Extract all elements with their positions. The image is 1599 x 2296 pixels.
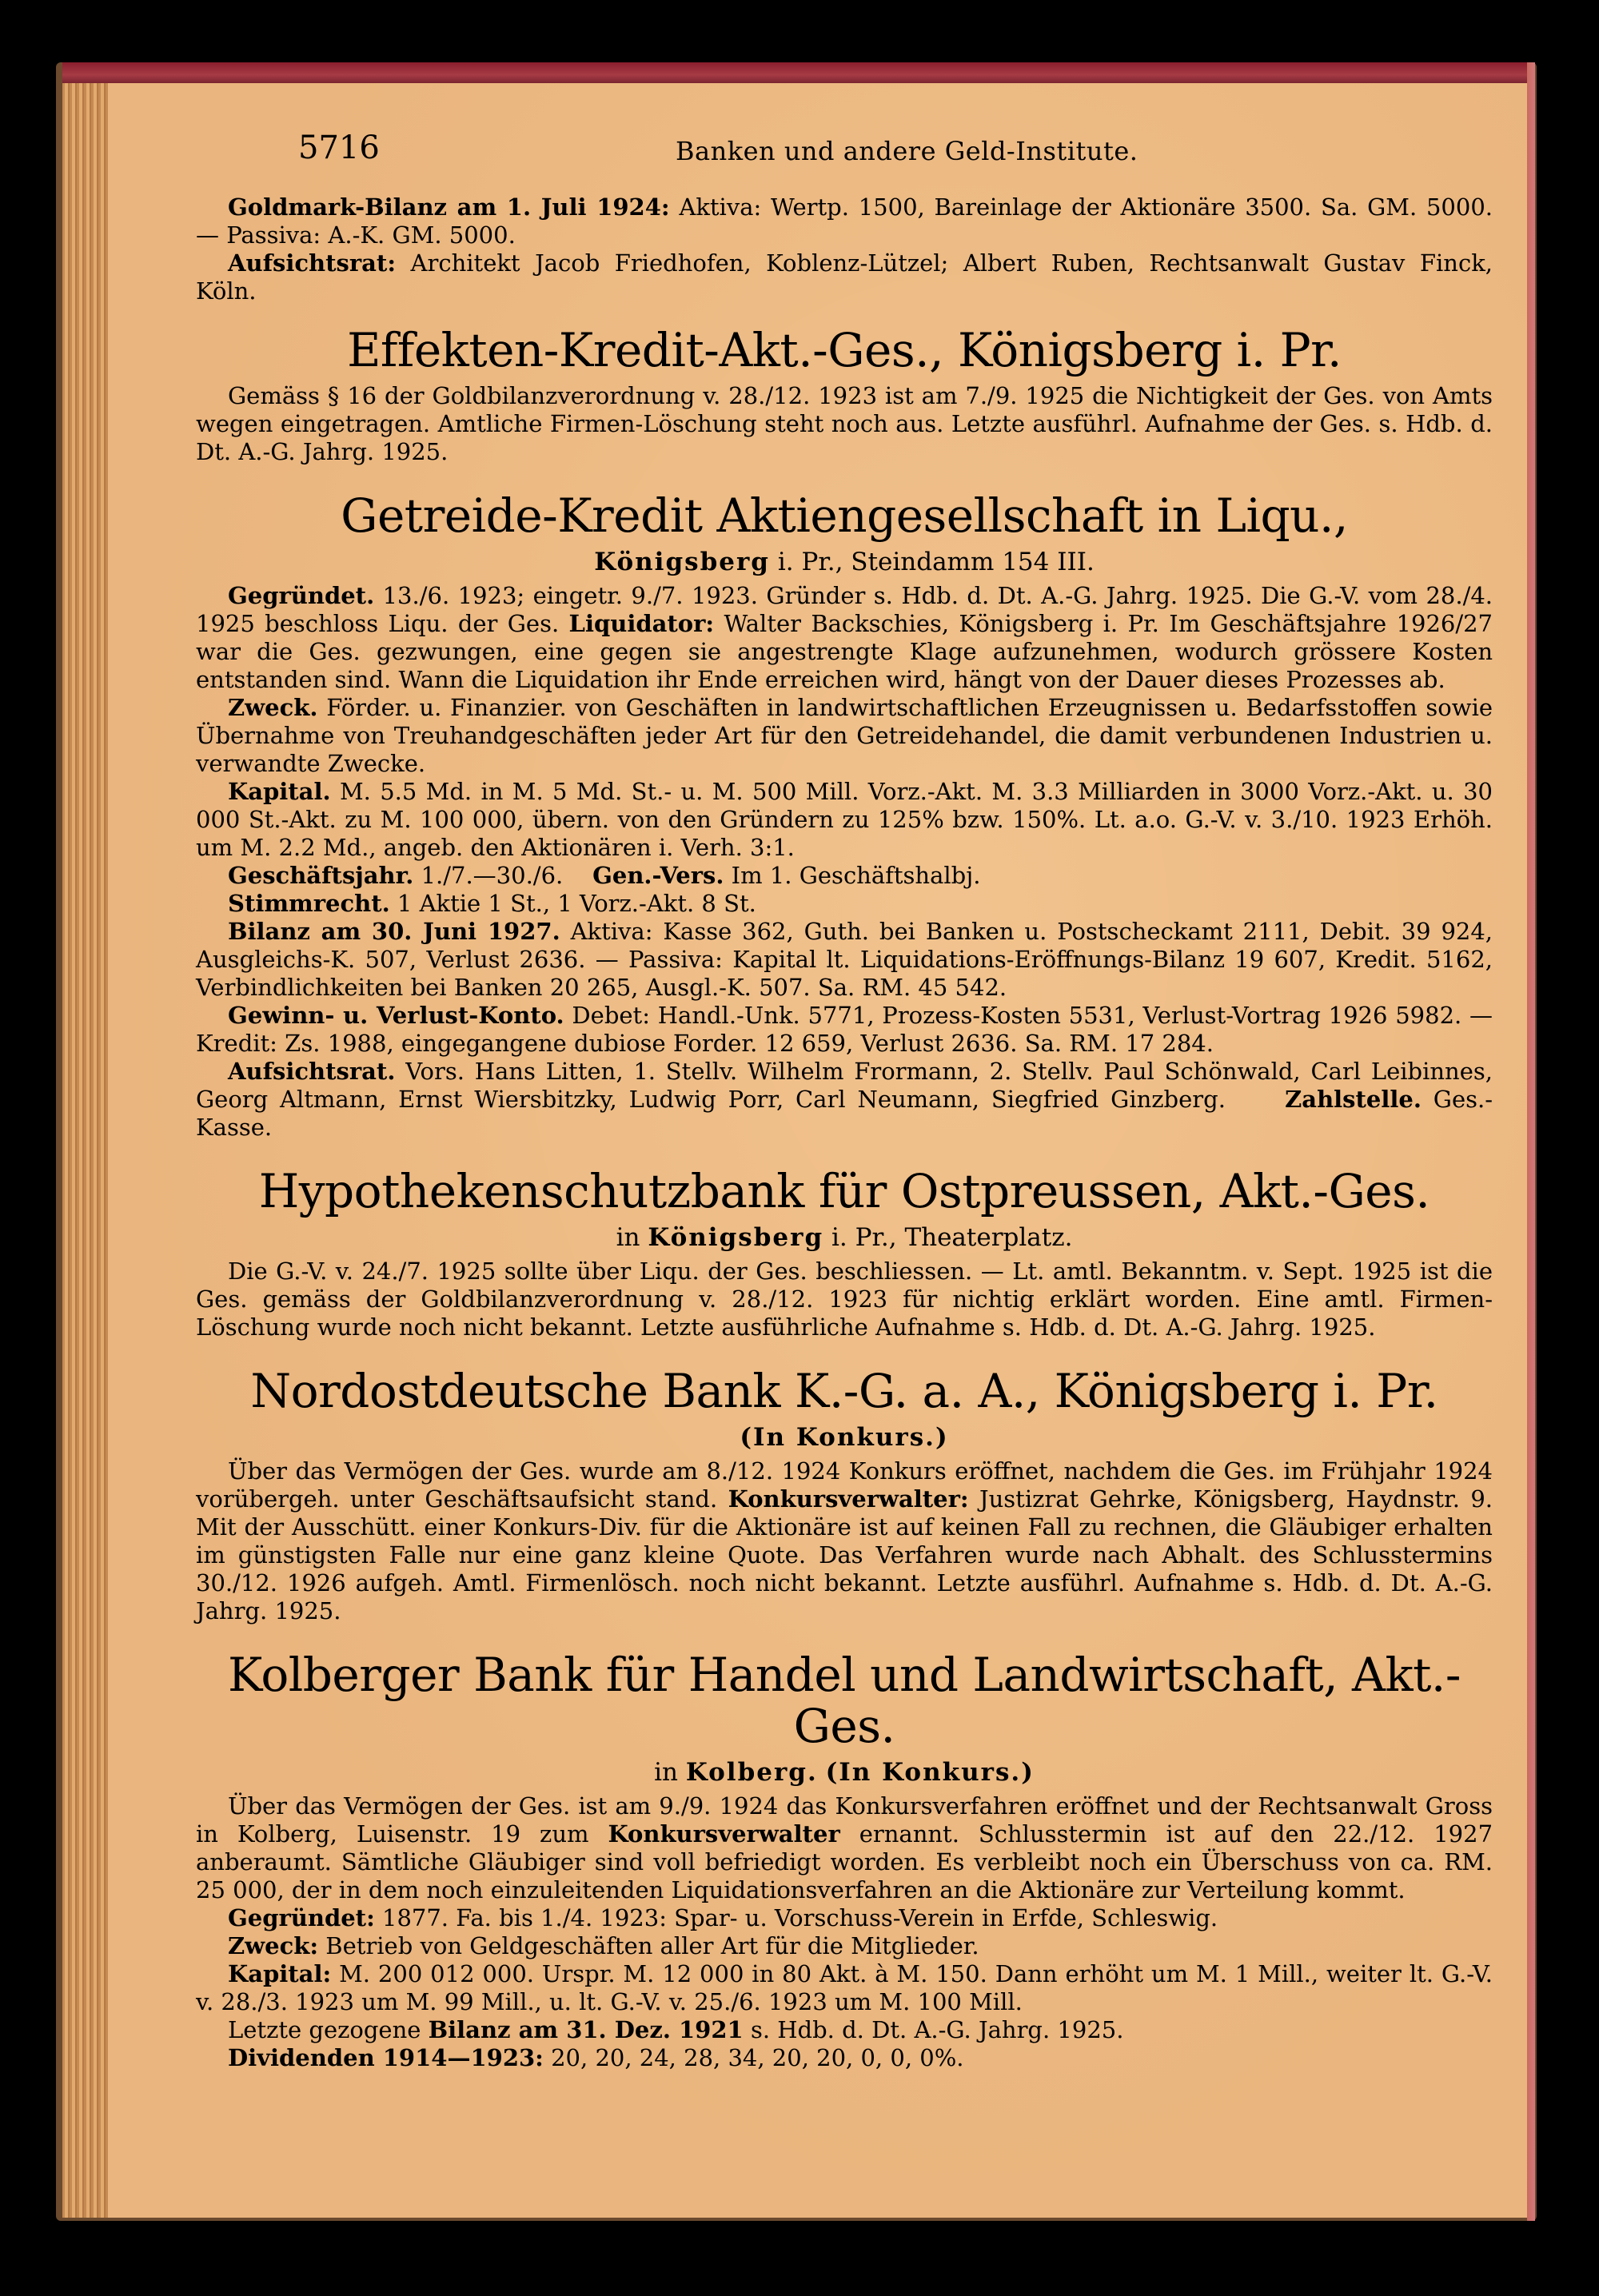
liquidator-label: Liquidator:	[568, 610, 715, 637]
getreide-stimmrecht	[196, 890, 1493, 918]
zahlstelle-label: Zahlstelle.	[1285, 1086, 1422, 1113]
kolberger-bilanz	[196, 2016, 1493, 2044]
kapital-text: M. 5.5 Md. in M. 5 Md. St.- u. M. 500 Mill. Vorz.-Akt. M. 3.3 Milliarden in 3000 Vorz.-Akt. u. 30 000 St.-Akt. zu M. 100 000, übern. von den Gründern zu 125% bzw. 150%. Lt. a.o. G.-V. v. 3./10. 1923 Erhöh. um M. 2.2 Md., angeb. den Aktionären i. Verh. 3:1.	[196, 778, 1493, 861]
dividenden-text: 20, 20, 24, 28, 34, 20, 20, 0, 0, 0%.	[551, 2044, 964, 2071]
kolberger-text-a: Über das Vermögen der Ges. ist am 9./9. 1924 das Konkursverfahren eröffnet und der Rechtsanwalt Gross in Kolberg, Luisenstr. 19 zum	[196, 1792, 1493, 1848]
kolberger-bilanz-text: s. Hdb. d. Dt. A.-G. Jahrg. 1925.	[750, 2016, 1124, 2043]
hypotheken-city: Königsberg	[648, 1223, 824, 1252]
gegruendet-text: 13./6. 1923; eingetr. 9./7. 1923. Gründer s. Hdb. d. Dt. A.-G. Jahrg. 1925. Die G.-V. vom 28./4. 1925 beschloss Liqu. der Ges.	[196, 582, 1493, 637]
kolberger-text	[196, 1792, 1493, 1904]
kolberger-kv-label: Konkursverwalter	[608, 1820, 840, 1848]
nordost-text	[196, 1457, 1493, 1625]
bilanz-1927-text: Aktiva: Kasse 362, Guth. bei Banken u. Postscheckamt 2111, Debit. 39 924, Ausgleichs-K. 507, Verlust 2636. — Passiva: Kapital lt. Liquidations-Eröffnungs-Bilanz 19 607, Kredit. 5162, Verbindlichkeiten bei Banken 20 265, Ausgl.-K. 507. Sa. RM. 45 542.	[196, 918, 1493, 1001]
guv-text: Debet: Handl.-Unk. 5771, Prozess-Kosten 5531, Verlust-Vortrag 1926 5982. — Kredit: Zs. 1988, eingegangene dubiose Forder. 12 659, Verlust 2636. Sa. RM. 17 284.	[196, 1002, 1493, 1057]
kolberger-zweck	[196, 1932, 1493, 1960]
guv-label: Gewinn- u. Verlust-Konto.	[228, 1002, 564, 1029]
bilanz-label: Goldmark-Bilanz am 1. Juli 1924:	[228, 193, 670, 221]
kolberger-text-b: ernannt. Schlusstermin ist auf den 22./12. 1927 anberaumt. Sämtliche Gläubiger sind voll befriedigt worden. Es verbleibt noch ein Überschuss von ca. RM. 25 000, der in dem noch einzuleitenden Liquidationsverfahren an die Aktionäre zur Verteilung kommt.	[196, 1820, 1493, 1903]
bilanz-text: Aktiva: Wertp. 1500, Bareinlage der Aktionäre 3500. Sa. GM. 5000. — Passiva: A.-K. GM. 5000.	[196, 193, 1493, 249]
gegruendet-label: Gegründet.	[228, 582, 375, 609]
kolberger-zweck-text: Betrieb von Geldgeschäften aller Art für die Mitglieder.	[325, 1932, 979, 1959]
getreide-geschaeftsjahr	[196, 862, 1493, 890]
geschaeftsjahr-label: Geschäftsjahr.	[228, 862, 414, 889]
nordost-subtitle	[196, 1423, 1493, 1453]
nordost-title: Nordostdeutsche Bank K.-G. a. A., Königsberg i. Pr.	[250, 1364, 1438, 1418]
hypotheken-text: Die G.-V. v. 24./7. 1925 sollte über Liqu. der Ges. beschliessen. — Lt. amtl. Bekanntm. v. Sept. 1925 ist die Ges. gemäss der Goldbilanzverordnung v. 28./12. 1923 für nichtig erklärt worden. Eine amtl. Firmen-Löschung wurde noch nicht bekannt. Letzte ausführliche Aufnahme s. Hdb. d. Dt. A.-G. Jahrg. 1925.	[196, 1258, 1493, 1341]
genvers-text: Im 1. Geschäftshalbj.	[731, 862, 981, 889]
genvers-label: Gen.-Vers.	[592, 862, 724, 889]
geschaeftsjahr-text: 1./7.—30./6.	[421, 862, 564, 889]
dividenden-label: Dividenden 1914—1923:	[228, 2044, 544, 2071]
kolberger-kapital-label: Kapital:	[228, 1960, 332, 1987]
effekten-text: Gemäss § 16 der Goldbilanzverordnung v. 28./12. 1923 ist am 7./9. 1925 die Nichtigkeit der Ges. von Amts wegen eingetragen. Amtliche Firmen-Löschung steht noch aus. Letzte ausführl. Aufnahme der Ges. s. Hdb. d. Dt. A.-G. Jahrg. 1925.	[196, 382, 1493, 465]
getreide-bilanz	[196, 918, 1493, 1002]
liquidator-text: Walter Backschies, Königsberg i. Pr. Im Geschäftsjahre 1926/27 war die Ges. gezwungen, eine gegen sie angestrengte Klage aufzunehmen, wodurch grössere Kosten entstanden sind. Wann die Liquidation ihr Ende erreichen wird, hängt von der Dauer dieses Prozesses ab.	[196, 610, 1493, 693]
getreide-ar-label: Aufsichtsrat.	[228, 1058, 396, 1085]
running-title: Banken und andere Geld-Institute.	[676, 136, 1138, 166]
kolberger-title: Kolberger Bank für Handel und Landwirtschaft, Akt.-Ges.	[228, 1648, 1461, 1753]
hypotheken-location	[196, 1223, 1493, 1253]
kolberger-gegruendet	[196, 1904, 1493, 1932]
getreide-kapital	[196, 778, 1493, 862]
kapital-label: Kapital.	[228, 778, 331, 805]
getreide-ar-text: Vors. Hans Litten, 1. Stellv. Wilhelm Frormann, 2. Stellv. Paul Schönwald, Carl Leibinnes, Georg Altmann, Ernst Wiersbitzky, Ludwig Porr, Carl Neumann, Siegfried Ginzberg.	[196, 1058, 1493, 1113]
kolberger-gegruendet-label: Gegründet:	[228, 1904, 375, 1931]
zweck-text: Förder. u. Finanzier. von Geschäften in landwirtschaftlichen Erzeugnissen u. Bedarfsstoffen sowie Übernahme von Treuhandgeschäften jeder Art für den Getreidehandel, die damit verbundenen Industrien u. verwandte Zwecke.	[196, 694, 1493, 777]
hypotheken-title: Hypothekenschutzbank für Ostpreussen, Akt.-Ges.	[258, 1164, 1430, 1218]
kolberger-location	[196, 1758, 1493, 1788]
zweck-label: Zweck.	[228, 694, 318, 721]
intro-bilanz	[196, 193, 1493, 249]
page-number: 5716	[298, 130, 380, 166]
running-head	[196, 130, 1493, 182]
getreide-city: Königsberg	[594, 548, 770, 576]
nordost-text-a: Über das Vermögen der Ges. wurde am 8./12. 1924 Konkurs eröffnet, nachdem die Ges. im Frühjahr 1924 vorübergeh. unter Geschäftsaufsicht stand.	[196, 1457, 1493, 1513]
nordost-text-b: Justizrat Gehrke, Königsberg, Haydnstr. 9. Mit der Ausschütt. einer Konkurs-Div. für die Aktionäre ist auf keinen Fall zu rechnen, die Gläubiger erhalten im günstigsten Falle nur eine ganz kleine Quote. Das Verfahren wurde nach Abhalt. des Schlusstermins 30./12. 1926 aufgeh. Amtl. Firmenlösch. noch nicht bekannt. Letzte ausführl. Aufnahme s. Hdb. d. Dt. A.-G. Jahrg. 1925.	[196, 1485, 1493, 1624]
getreide-guv	[196, 1002, 1493, 1058]
getreide-address: i. Pr., Steindamm 154 III.	[777, 548, 1095, 576]
kolberger-zweck-label: Zweck:	[228, 1932, 319, 1959]
stimmrecht-text: 1 Aktie 1 St., 1 Vorz.-Akt. 8 St.	[397, 890, 756, 917]
kolberger-city: Kolberg.	[685, 1758, 818, 1787]
nordost-konkurs: (In Konkurs.)	[740, 1423, 949, 1452]
getreide-aufsichtsrat	[196, 1058, 1493, 1142]
red-binding	[62, 62, 1535, 83]
getreide-title: Getreide-Kredit Aktiengesellschaft in Liqu.,	[341, 488, 1348, 543]
zahlstelle-text: Ges.-Kasse.	[196, 1086, 1493, 1141]
page-content	[196, 130, 1493, 2072]
bilanz-1927-label: Bilanz am 30. Juni 1927.	[228, 918, 560, 945]
page-edges	[62, 83, 110, 2218]
getreide-location	[196, 548, 1493, 577]
getreide-zweck	[196, 694, 1493, 778]
getreide-gegruendet	[196, 582, 1493, 694]
kolberger-bilanz-pre: Letzte gezogene	[228, 2016, 421, 2043]
aufsichtsrat-text: Architekt Jacob Friedhofen, Koblenz-Lützel; Albert Ruben, Rechtsanwalt Gustav Finck, Köln.	[196, 249, 1493, 305]
kolberger-gegruendet-text: 1877. Fa. bis 1./4. 1923: Spar- u. Vorschuss-Verein in Erfde, Schleswig.	[382, 1904, 1218, 1931]
binding-edge	[1527, 62, 1535, 2221]
nordost-kv-label: Konkursverwalter:	[728, 1485, 969, 1513]
aufsichtsrat-label: Aufsichtsrat:	[228, 249, 397, 277]
kolberger-dividenden	[196, 2044, 1493, 2072]
kolberger-in: in	[654, 1758, 678, 1787]
kolberger-kapital-text: M. 200 012 000. Urspr. M. 12 000 in 80 Akt. à M. 150. Dann erhöht um M. 1 Mill., weiter lt. G.-V. v. 28./3. 1923 um M. 99 Mill., u. lt. G.-V. v. 25./6. 1923 um M. 100 Mill.	[196, 1960, 1493, 2015]
kolberger-bilanz-label: Bilanz am 31. Dez. 1921	[428, 2016, 744, 2043]
hypotheken-address: i. Pr., Theaterplatz.	[831, 1223, 1073, 1252]
stimmrecht-label: Stimmrecht.	[228, 890, 390, 917]
hypotheken-in: in	[616, 1223, 640, 1252]
effekten-title: Effekten-Kredit-Akt.-Ges., Königsberg i. Pr.	[347, 323, 1342, 377]
kolberger-konkurs: (In Konkurs.)	[825, 1758, 1035, 1787]
intro-aufsichtsrat	[196, 249, 1493, 305]
kolberger-kapital	[196, 1960, 1493, 2016]
